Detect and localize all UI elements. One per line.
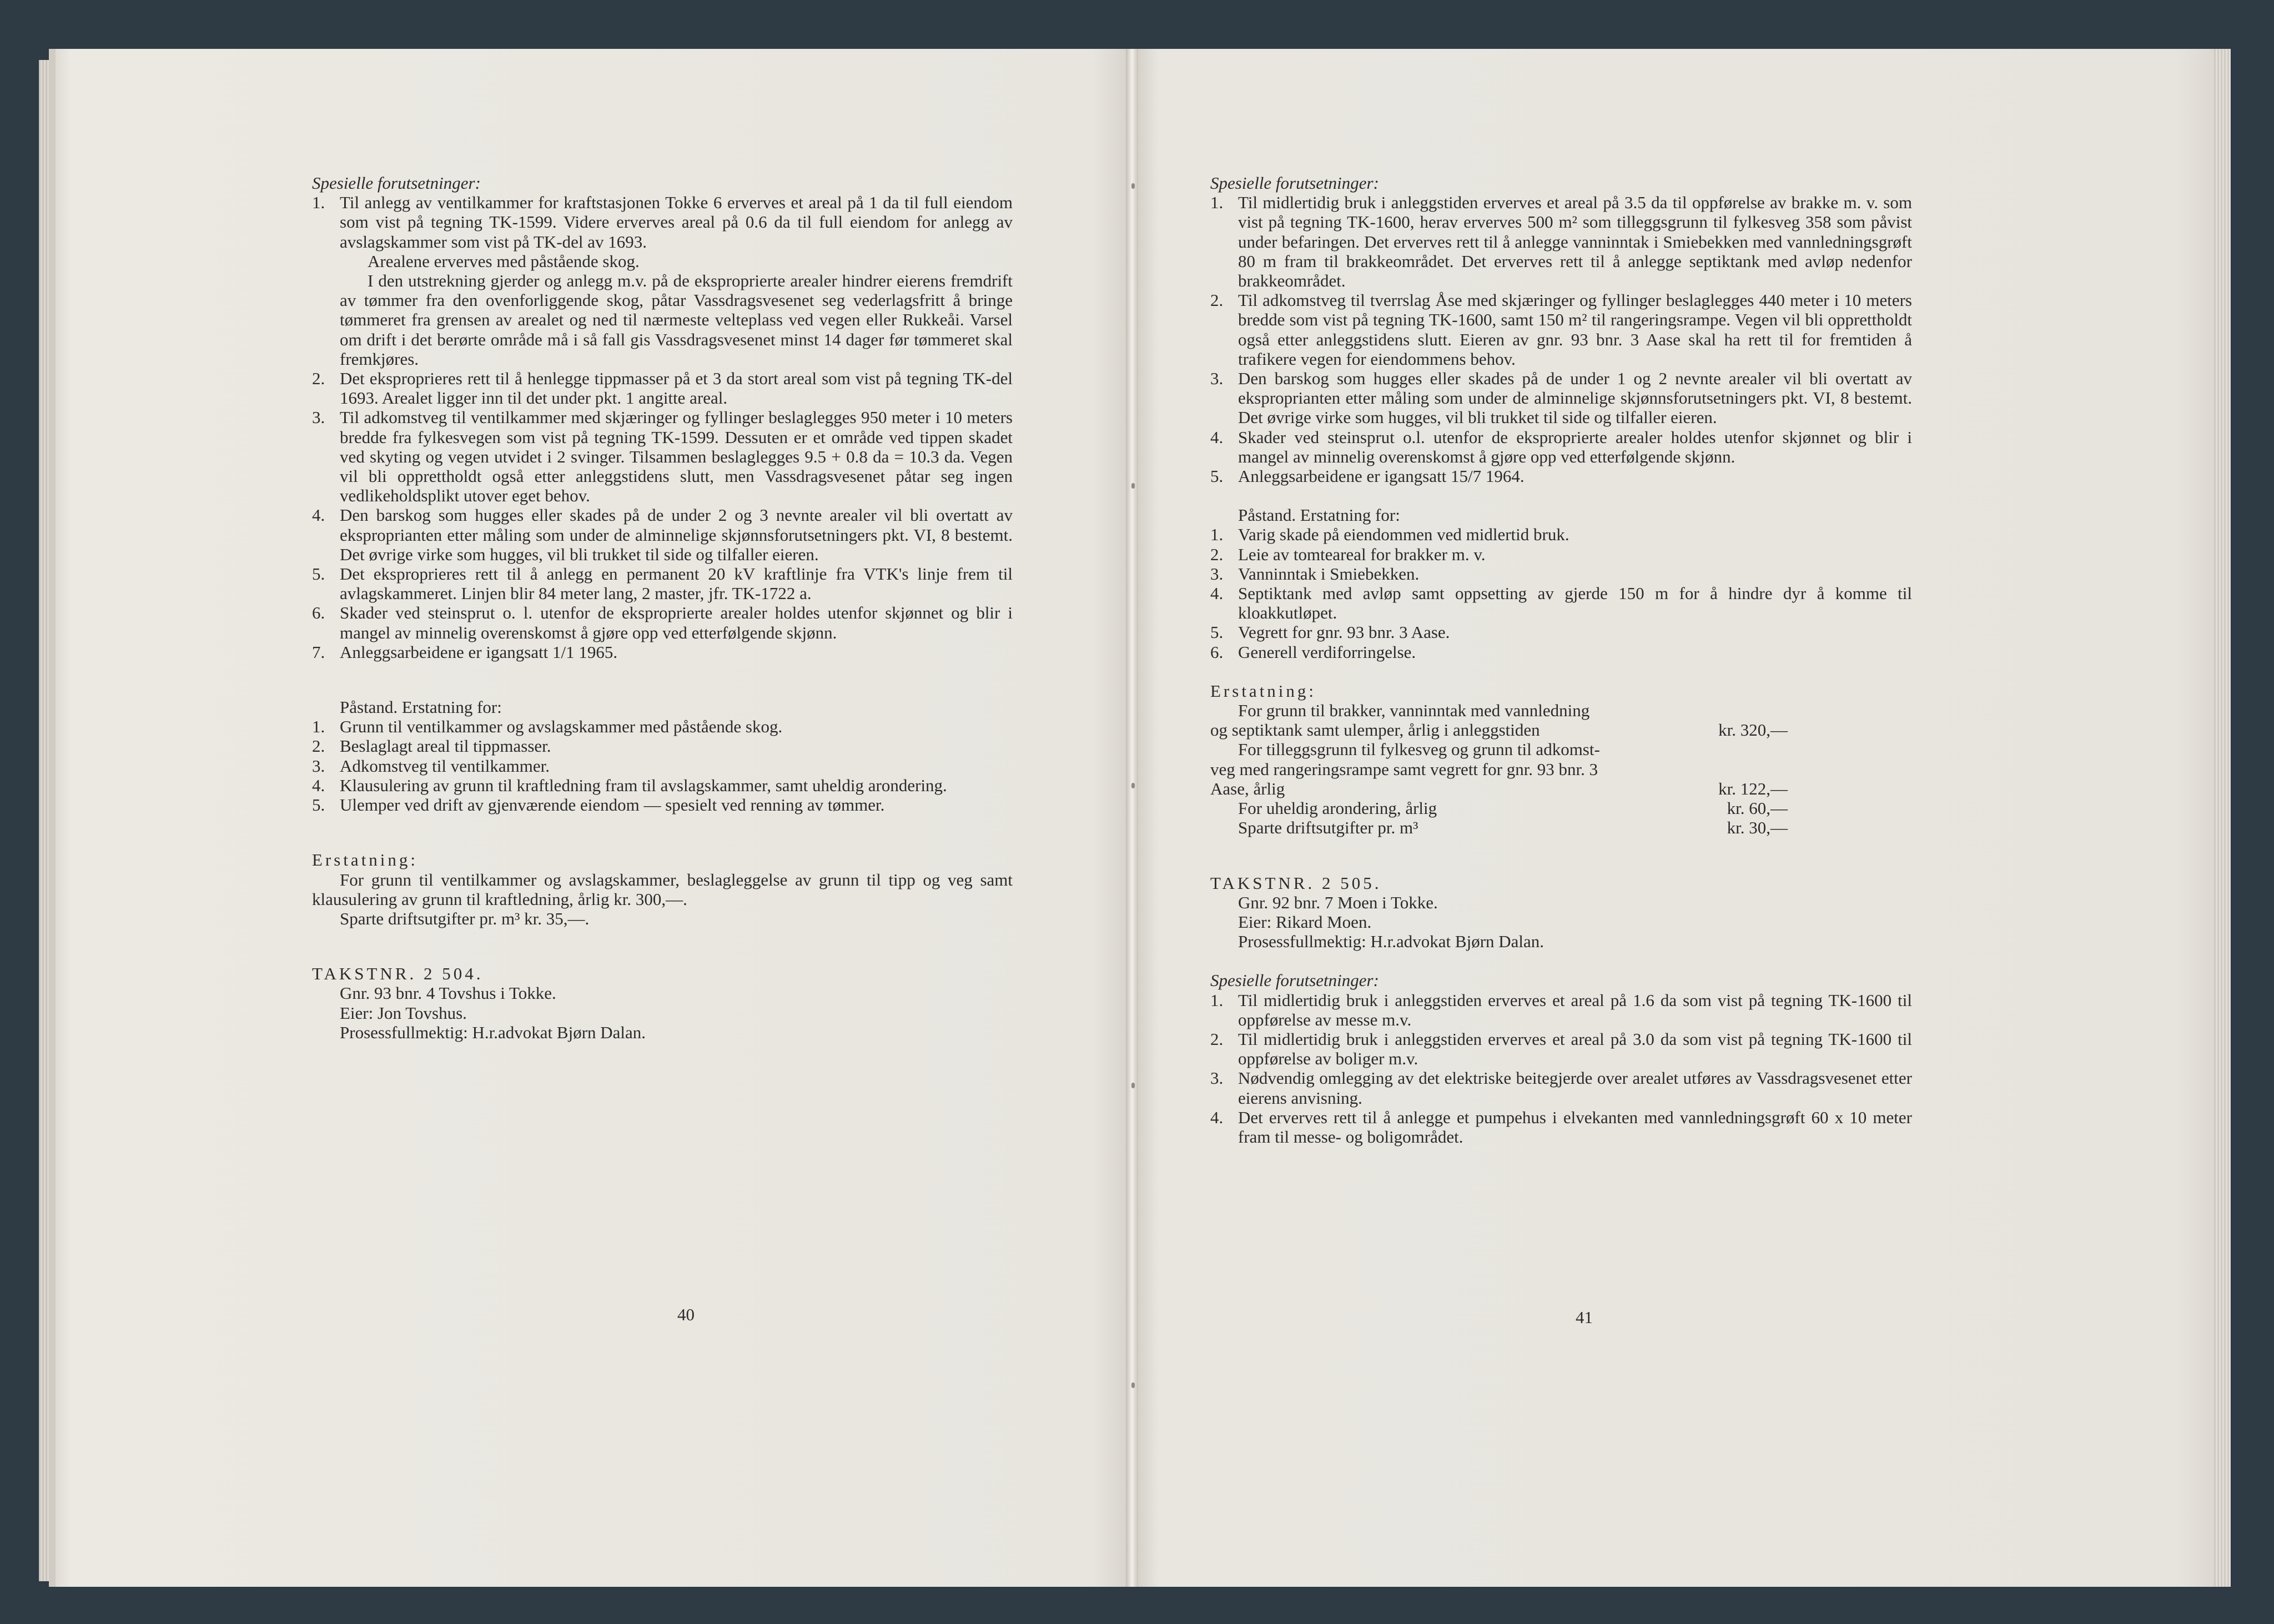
list-item: 4. Skader ved steinsprut o.l. utenfor de eksproprierte arealer holdes utenfor skjønnet og blir i mangel av minnelig overenskomst å gjøre opp ved etterfølgende skjønn.: [1210, 427, 1912, 466]
binding-stitch: [1131, 483, 1135, 489]
list-item: 4. Det erverves rett til å anlegge et pumpehus i elvekanten med vannledningsgrøft 60 x 10 meter fram til messe- og boligområdet.: [1210, 1107, 1912, 1147]
paragraph: For grunn til brakker, vanninntak med vannledning: [1238, 701, 1590, 721]
binding-stitch: [1131, 783, 1135, 788]
paragraph: Arealene erverves med påstående skog.: [368, 251, 640, 271]
takst-line: Eier: Jon Tovshus.: [340, 1003, 467, 1023]
amount-row: Aase, årlig kr. 122,—: [1210, 778, 1788, 798]
right-page-text: [1210, 173, 1912, 1147]
paragraph: veg med rangeringsrampe samt vegrett for gnr. 93 bnr. 3: [1210, 759, 1598, 779]
amount-row: Sparte driftsutgifter pr. m³ kr. 30,—: [1238, 818, 1788, 838]
list-item: 6. Skader ved steinsprut o. l. utenfor de eksproprierte arealer holdes utenfor skjønnet og blir i mangel av minnelig overenskomst å gjøre opp ved etterfølgende skjønn.: [312, 603, 1013, 642]
takst-line: Prosessfullmektig: H.r.advokat Bjørn Dalan.: [1238, 932, 1544, 952]
binding-stitch: [1131, 1382, 1135, 1388]
list-item: 2. Leie av tomteareal for brakker m. v.: [1210, 544, 1486, 564]
claim-heading: Påstand. Erstatning for:: [340, 697, 502, 717]
left-page-edges: [39, 60, 49, 1581]
left-page-text: [312, 173, 1013, 1042]
list-item: 2. Det eksproprieres rett til å henlegge tippmasser på et 3 da stort areal som vist på tegning TK-del 1693. Arealet ligger inn til det under pkt. 1 angitte areal.: [312, 369, 1013, 408]
list-item: 3. Adkomstveg til ventilkammer.: [312, 756, 550, 776]
takst-heading: TAKSTNR. 2 505.: [1210, 873, 1382, 893]
list-item: 4. Den barskog som hugges eller skades på de under 2 og 3 nevnte arealer vil bli overtatt av eksproprianten etter måling som under de alminnelige skjønnsforutsetningers pkt. VI, 8 bestemt. Det øvrige virke som hugges, vil bli trukket til side og tilfaller eieren.: [312, 505, 1013, 564]
list-item: 1. Grunn til ventilkammer og avslagskammer med påstående skog.: [312, 717, 783, 737]
list-item: 6. Generell verdiforringelse.: [1210, 642, 1416, 662]
list-item: 5. Anleggsarbeidene er igangsatt 15/7 1964.: [1210, 466, 1525, 486]
list-item: 4. Klausulering av grunn til kraftledning fram til avslagskammer, samt uheldig arondering.: [312, 775, 947, 795]
takst-line: Gnr. 93 bnr. 4 Tovshus i Tokke.: [340, 983, 556, 1003]
list-item: 5. Det eksproprieres rett til å anlegg en permanent 20 kV kraftlinje fra VTK's linje frem til avlagskammeret. Linjen blir 84 meter lang, 2 master, jfr. TK-1722 a.: [312, 564, 1013, 604]
list-item: 3. Vanninntak i Smiebekken.: [1210, 564, 1420, 584]
list-item: 2. Til adkomstveg til tverrslag Åse med skjæringer og fyllinger beslaglegges 440 meter i 10 meters bredde som vist på tegning TK-1600, samt 150 m² til rangeringsrampe. Vegen vil bli opprettholdt også etter anleggstidens slutt. Eieren av gnr. 93 bnr. 3 Aase skal ha rett til for fremtiden å trafikere vegen for eiendommens behov.: [1210, 290, 1912, 369]
list-item: 3. Den barskog som hugges eller skades på de under 1 og 2 nevnte arealer vil bli overtatt av eksproprianten etter måling som under de alminnelige skjønnsforutsetningers pkt. VI, 8 bestemt. Det øvrige virke som hugges, vil bli trukket til side og tilfaller eieren.: [1210, 369, 1912, 428]
section-heading: Spesielle forutsetninger:: [1210, 971, 1379, 991]
binding-stitch: [1131, 183, 1135, 189]
takst-heading: TAKSTNR. 2 504.: [312, 964, 484, 984]
claim-heading: Påstand. Erstatning for:: [1238, 505, 1400, 525]
amount-row: For uheldig arondering, årlig kr. 60,—: [1238, 798, 1788, 818]
page-number: 41: [1576, 1308, 1593, 1327]
list-item: 7. Anleggsarbeidene er igangsatt 1/1 1965.: [312, 642, 618, 662]
section-heading: Spesielle forutsetninger:: [312, 173, 481, 193]
list-item: 5. Vegrett for gnr. 93 bnr. 3 Aase.: [1210, 622, 1450, 642]
amount-row: og septiktank samt ulemper, årlig i anleggstiden kr. 320,—: [1210, 720, 1788, 740]
right-page-edges: [2214, 49, 2231, 1587]
paragraph: For grunn til ventilkammer og avslagskammer, beslagleggelse av grunn til tipp og veg samt klausulering av grunn til kraftledning, årlig kr. 300,—.: [312, 869, 1013, 909]
paragraph: I den utstrekning gjerder og anlegg m.v. på de eksproprierte arealer hindrer eierens fremdrift av tømmer fra den ovenforliggende skog, påtar Vassdragsvesenet seg vederlagsfritt å bringe tømmeret fra grensen av arealet og ned til nærmeste velteplass ved vegen eller Rukkeåi. Varsel om drift i det berørte område må i så fall gis Vassdragsvesenet minst 14 dager før tømmeret skal fremkjøres.: [340, 271, 1013, 369]
list-item: 1. Varig skade på eiendommen ved midlertid bruk.: [1210, 525, 1569, 545]
compensation-heading: Erstatning:: [1210, 681, 1317, 701]
list-item: 3. Nødvendig omlegging av det elektriske beitegjerde over arealet utføres av Vassdragsvesenet etter eierens anvisning.: [1210, 1068, 1912, 1108]
takst-line: Prosessfullmektig: H.r.advokat Bjørn Dalan.: [340, 1022, 646, 1042]
list-item: 1. Til midlertidig bruk i anleggstiden erverves et areal på 1.6 da som vist på tegning TK-1600 til oppførelse av messe m.v.: [1210, 990, 1912, 1029]
takst-line: Eier: Rikard Moen.: [1238, 912, 1372, 932]
section-heading: Spesielle forutsetninger:: [1210, 173, 1379, 193]
list-item: 2. Beslaglagt areal til tippmasser.: [312, 736, 551, 756]
compensation-table: [1210, 701, 1788, 837]
takst-line: Gnr. 92 bnr. 7 Moen i Tokke.: [1238, 892, 1438, 912]
list-item: 2. Til midlertidig bruk i anleggstiden erverves et areal på 3.0 da som vist på tegning TK-1600 til oppførelse av boliger m.v.: [1210, 1029, 1912, 1069]
list-item: 4. Septiktank med avløp samt oppsetting av gjerde 150 m for å hindre dyr å komme til kloakkutløpet.: [1210, 584, 1912, 623]
page-number: 40: [677, 1305, 695, 1324]
paragraph: Sparte driftsutgifter pr. m³ kr. 35,—.: [340, 908, 590, 928]
list-item: 5. Ulemper ved drift av gjenværende eiendom — spesielt ved renning av tømmer.: [312, 795, 885, 815]
compensation-heading: Erstatning:: [312, 850, 419, 870]
binding-stitch: [1131, 1083, 1135, 1088]
list-item: 1. Til midlertidig bruk i anleggstiden erverves et areal på 3.5 da til oppførelse av brakke m. v. som vist på tegning TK-1600, herav erverves 500 m² som tilleggsgrunn til fylkesveg 358 som påvist under befaringen. Det erverves rett til å anlegge vanninntak i Smiebekken med vannledningsgrøft 80 m fram til brakkeområdet. Det erverves rett til å anlegge septiktank med avløp nedenfor brakkeområdet.: [1210, 193, 1912, 291]
list-item: 1. Til anlegg av ventilkammer for kraftstasjonen Tokke 6 erverves et areal på 1 da til full eiendom som vist på tegning TK-1599. Videre erverves areal på 0.6 da til full eiendom for anlegg av avslagskammer som vist på TK-del av 1693.: [312, 193, 1013, 252]
list-item: 3. Til adkomstveg til ventilkammer med skjæringer og fyllinger beslaglegges 950 meter i 10 meters bredde fra fylkesvegen som vist på tegning TK-1599. Dessuten er et område ved tippen skadet ved skyting og vegen utvidet i 2 svinger. Tilsammen beslaglegges 9.5 + 0.8 da = 10.3 da. Vegen vil bli opprettholdt også etter anleggstidens slutt, men Vassdragsvesenet påtar seg ingen vedlikeholdsplikt utover eget behov.: [312, 408, 1013, 506]
paragraph: For tilleggsgrunn til fylkesveg og grunn til adkomst-: [1238, 740, 1600, 760]
book-gutter: [1126, 49, 1138, 1587]
